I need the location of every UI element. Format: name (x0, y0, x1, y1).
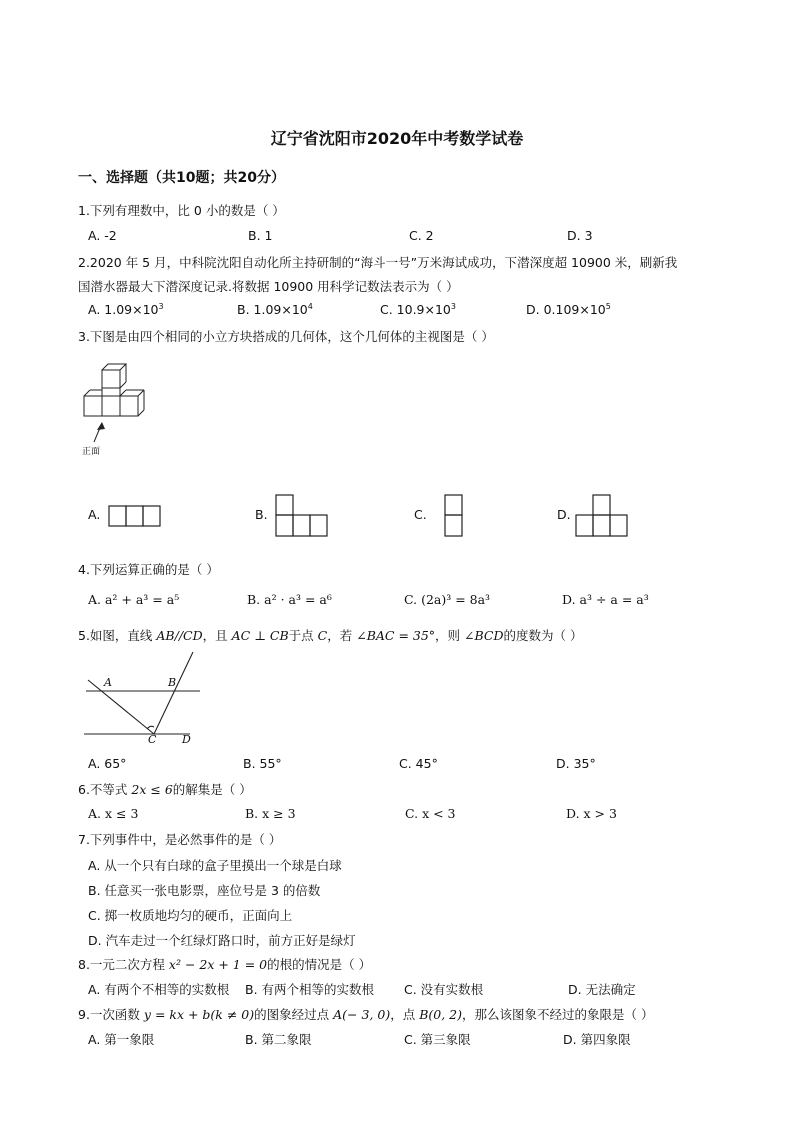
q9-option-c: C. 第三象限 (404, 1032, 471, 1047)
q5-label-a: A (104, 676, 112, 689)
q7-option-d: D. 汽车走过一个红绿灯路口时，前方正好是绿灯 (88, 933, 356, 948)
question-3: 3.下图是由四个相同的小立方块搭成的几何体，这个几何体的主视图是（ ） (78, 329, 494, 344)
q4-option-a: A. a² + a³ = a⁵ (88, 592, 180, 607)
question-8: 8.一元二次方程 x² − 2x + 1 = 0的根的情况是（ ） (78, 957, 372, 972)
q7-option-a: A. 从一个只有白球的盒子里摸出一个球是白球 (88, 858, 342, 873)
q3-front-label: 正面 (82, 447, 101, 457)
q1-option-b: B. 1 (248, 228, 273, 243)
q7-option-c: C. 掷一枚质地均匀的硬币，正面向上 (88, 908, 293, 923)
q9-option-b: B. 第二象限 (245, 1032, 312, 1047)
question-2-line-1: 2.2020 年 5 月，中科院沈阳自动化所主持研制的“海斗一号”万米海试成功，下潜深度超 10900 米，刷新我 (78, 255, 678, 270)
q6-option-b: B. x ≥ 3 (245, 806, 296, 821)
q5-label-d: D (182, 733, 191, 746)
q4-option-d: D. a³ ÷ a = a³ (562, 592, 649, 607)
q1-option-a: A. -2 (88, 228, 117, 243)
q3-option-d: D. (557, 507, 571, 522)
q5-option-c: C. 45° (399, 756, 438, 771)
q6-option-a: A. x ≤ 3 (88, 806, 139, 821)
q5-option-b: B. 55° (243, 756, 282, 771)
q5-label-c: C (148, 733, 157, 746)
question-6: 6.不等式 2x ≤ 6的解集是（ ） (78, 782, 252, 797)
q9-option-d: D. 第四象限 (563, 1032, 631, 1047)
q8-option-a: A. 有两个不相等的实数根 (88, 982, 230, 997)
q2-option-a: A. $1.09\times 10^3$ (88, 302, 164, 318)
q7-option-b: B. 任意买一张电影票，座位号是 3 的倍数 (88, 883, 321, 898)
q5-label-b: B (168, 676, 177, 689)
question-4: 4.下列运算正确的是（ ） (78, 562, 219, 577)
question-2-line-2: 国潜水器最大下潜深度记录.将数据 10900 用科学记数法表示为（ ） (78, 279, 459, 294)
q2-option-d: D. $0.109\times 10^5$ (526, 302, 611, 318)
section-heading: 一、选择题（共10题；共20分） (78, 170, 285, 186)
q3-option-a-figure (108, 505, 163, 529)
q3-option-b-figure (275, 493, 330, 539)
q3-option-d-figure (575, 493, 630, 539)
question-5: 5.如图，直线 AB//CD，且 AC ⊥ CB于点 C，若 ∠BAC = 35°，则 ∠BCD的度数为（ ） (78, 628, 583, 643)
q3-option-a: A. (88, 507, 101, 522)
q5-option-a: A. 65° (88, 756, 127, 771)
q5-option-d: D. 35° (556, 756, 596, 771)
q4-option-b: B. a² · a³ = a⁶ (247, 592, 332, 607)
page-title: 辽宁省沈阳市2020年中考数学试卷 (270, 129, 524, 148)
q3-option-b: B. (255, 507, 268, 522)
q3-option-c-figure (444, 493, 466, 539)
q2-option-c: C. $10.9\times 10^3$ (380, 302, 456, 318)
q9-option-a: A. 第一象限 (88, 1032, 155, 1047)
q3-option-c: C. (414, 507, 427, 522)
question-9: 9.一次函数 y = kx + b(k ≠ 0)的图象经过点 A(− 3, 0)，点 B(0, 2)，那么该图象不经过的象限是（ ） (78, 1007, 654, 1022)
q8-option-b: B. 有两个相等的实数根 (245, 982, 375, 997)
q8-option-d: D. 无法确定 (568, 982, 636, 997)
q1-option-c: C. 2 (409, 228, 434, 243)
q6-option-c: C. x < 3 (405, 806, 456, 821)
q2-option-b: B. $1.09\times 10^4$ (237, 302, 313, 318)
q6-option-d: D. x > 3 (566, 806, 617, 821)
question-1: 1.下列有理数中，比 0 小的数是（ ） (78, 203, 285, 218)
question-7: 7.下列事件中，是必然事件的是（ ） (78, 832, 282, 847)
q8-option-c: C. 没有实数根 (404, 982, 484, 997)
q1-option-d: D. 3 (567, 228, 593, 243)
q4-option-c: C. (2a)³ = 8a³ (404, 592, 491, 607)
